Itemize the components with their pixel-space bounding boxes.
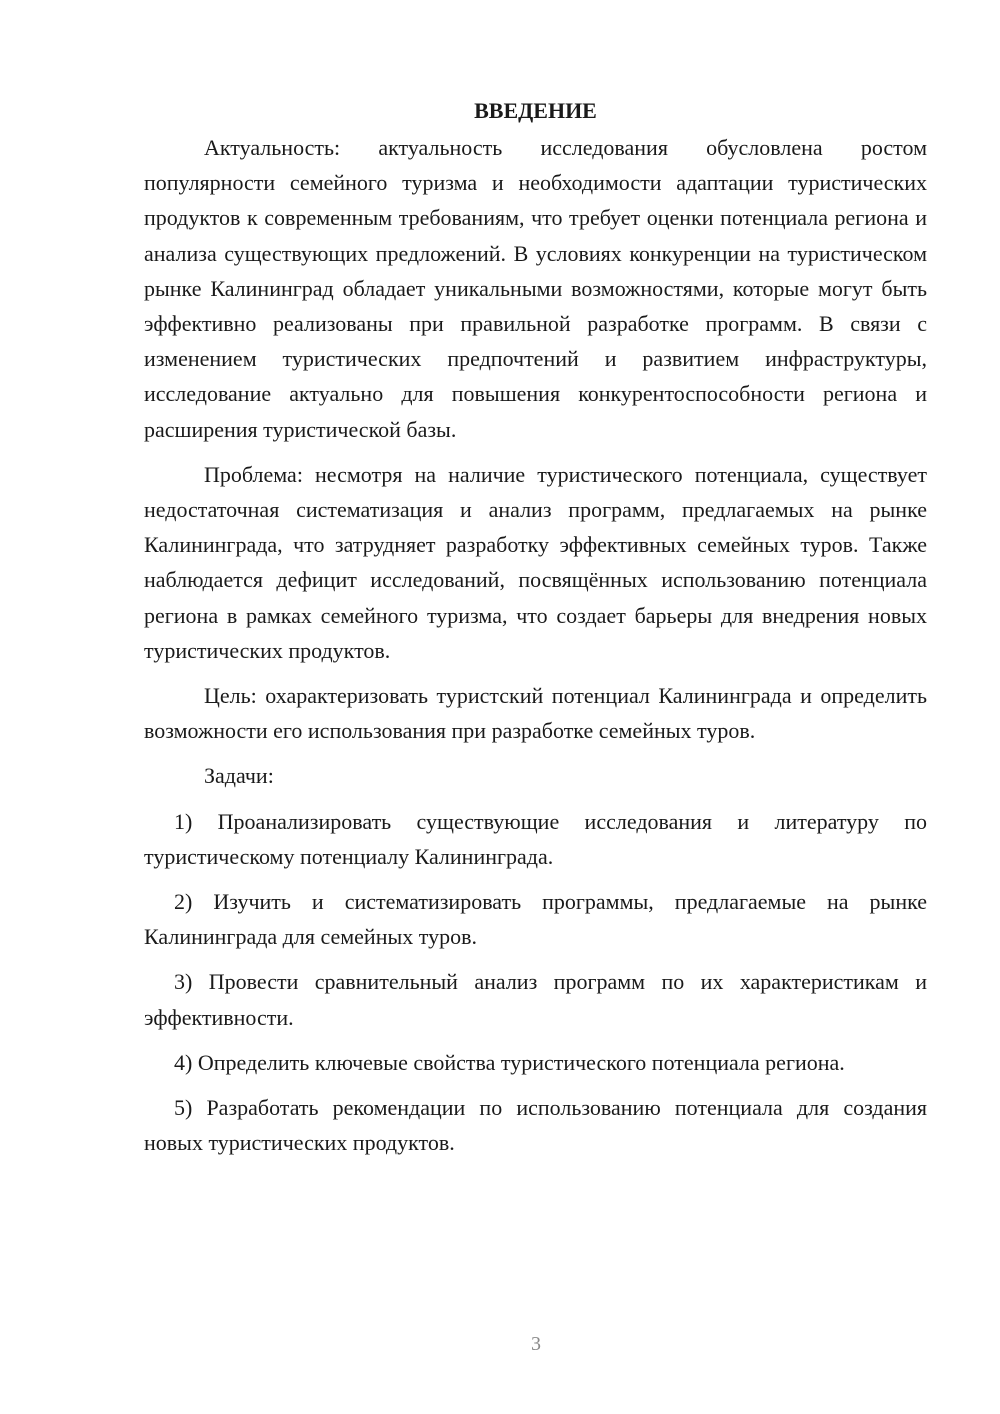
task-item: 2) Изучить и систематизировать программы, предлагаемые на рынке Калининграда для семейных туров. — [144, 889, 927, 950]
tasks-header: Задачи: — [204, 763, 274, 789]
relevance-paragraph: Актуальность: актуальность исследования обусловлена ростом популярности семейного туризма и необходимости адаптации туристических продуктов к современным требованиям, что требует оценки потенциала региона и анализа существующих предложений. В условиях конкуренции на туристическом рынке Калининград обладает уникальными возможностями, которые могут быть эффективно реализованы при правильной разработке программ. В связи с изменением туристических предпочтений и развитием инфраструктуры, исследование актуально для повышения конкурентоспособности региона и расширения туристической базы. — [144, 135, 927, 442]
page-number: 3 — [531, 1333, 541, 1355]
task-item: 1) Проанализировать существующие исследования и литературу по туристическому потенциалу Калининграда. — [144, 808, 927, 869]
task-item: 4) Определить ключевые свойства туристического потенциала региона. — [174, 1049, 845, 1075]
task-item: 3) Провести сравнительный анализ программ по их характеристикам и эффективности. — [144, 969, 927, 1030]
section-heading: ВВЕДЕНИЕ — [474, 98, 597, 123]
task-item: 5) Разработать рекомендации по использованию потенциала для создания новых туристических продуктов. — [144, 1095, 927, 1156]
problem-paragraph: Проблема: несмотря на наличие туристического потенциала, существует недостаточная систематизация и анализ программ, предлагаемых на рынке Калининграда, что затрудняет разработку эффективных семейных туров. Также наблюдается дефицит исследований, посвящённых использованию потенциала региона в рамках семейного туризма, что создает барьеры для внедрения новых туристических продуктов. — [144, 461, 927, 663]
document-page — [144, 96, 927, 1170]
goal-paragraph: Цель: охарактеризовать туристский потенциал Калининграда и определить возможности его использования при разработке семейных туров. — [144, 683, 927, 744]
